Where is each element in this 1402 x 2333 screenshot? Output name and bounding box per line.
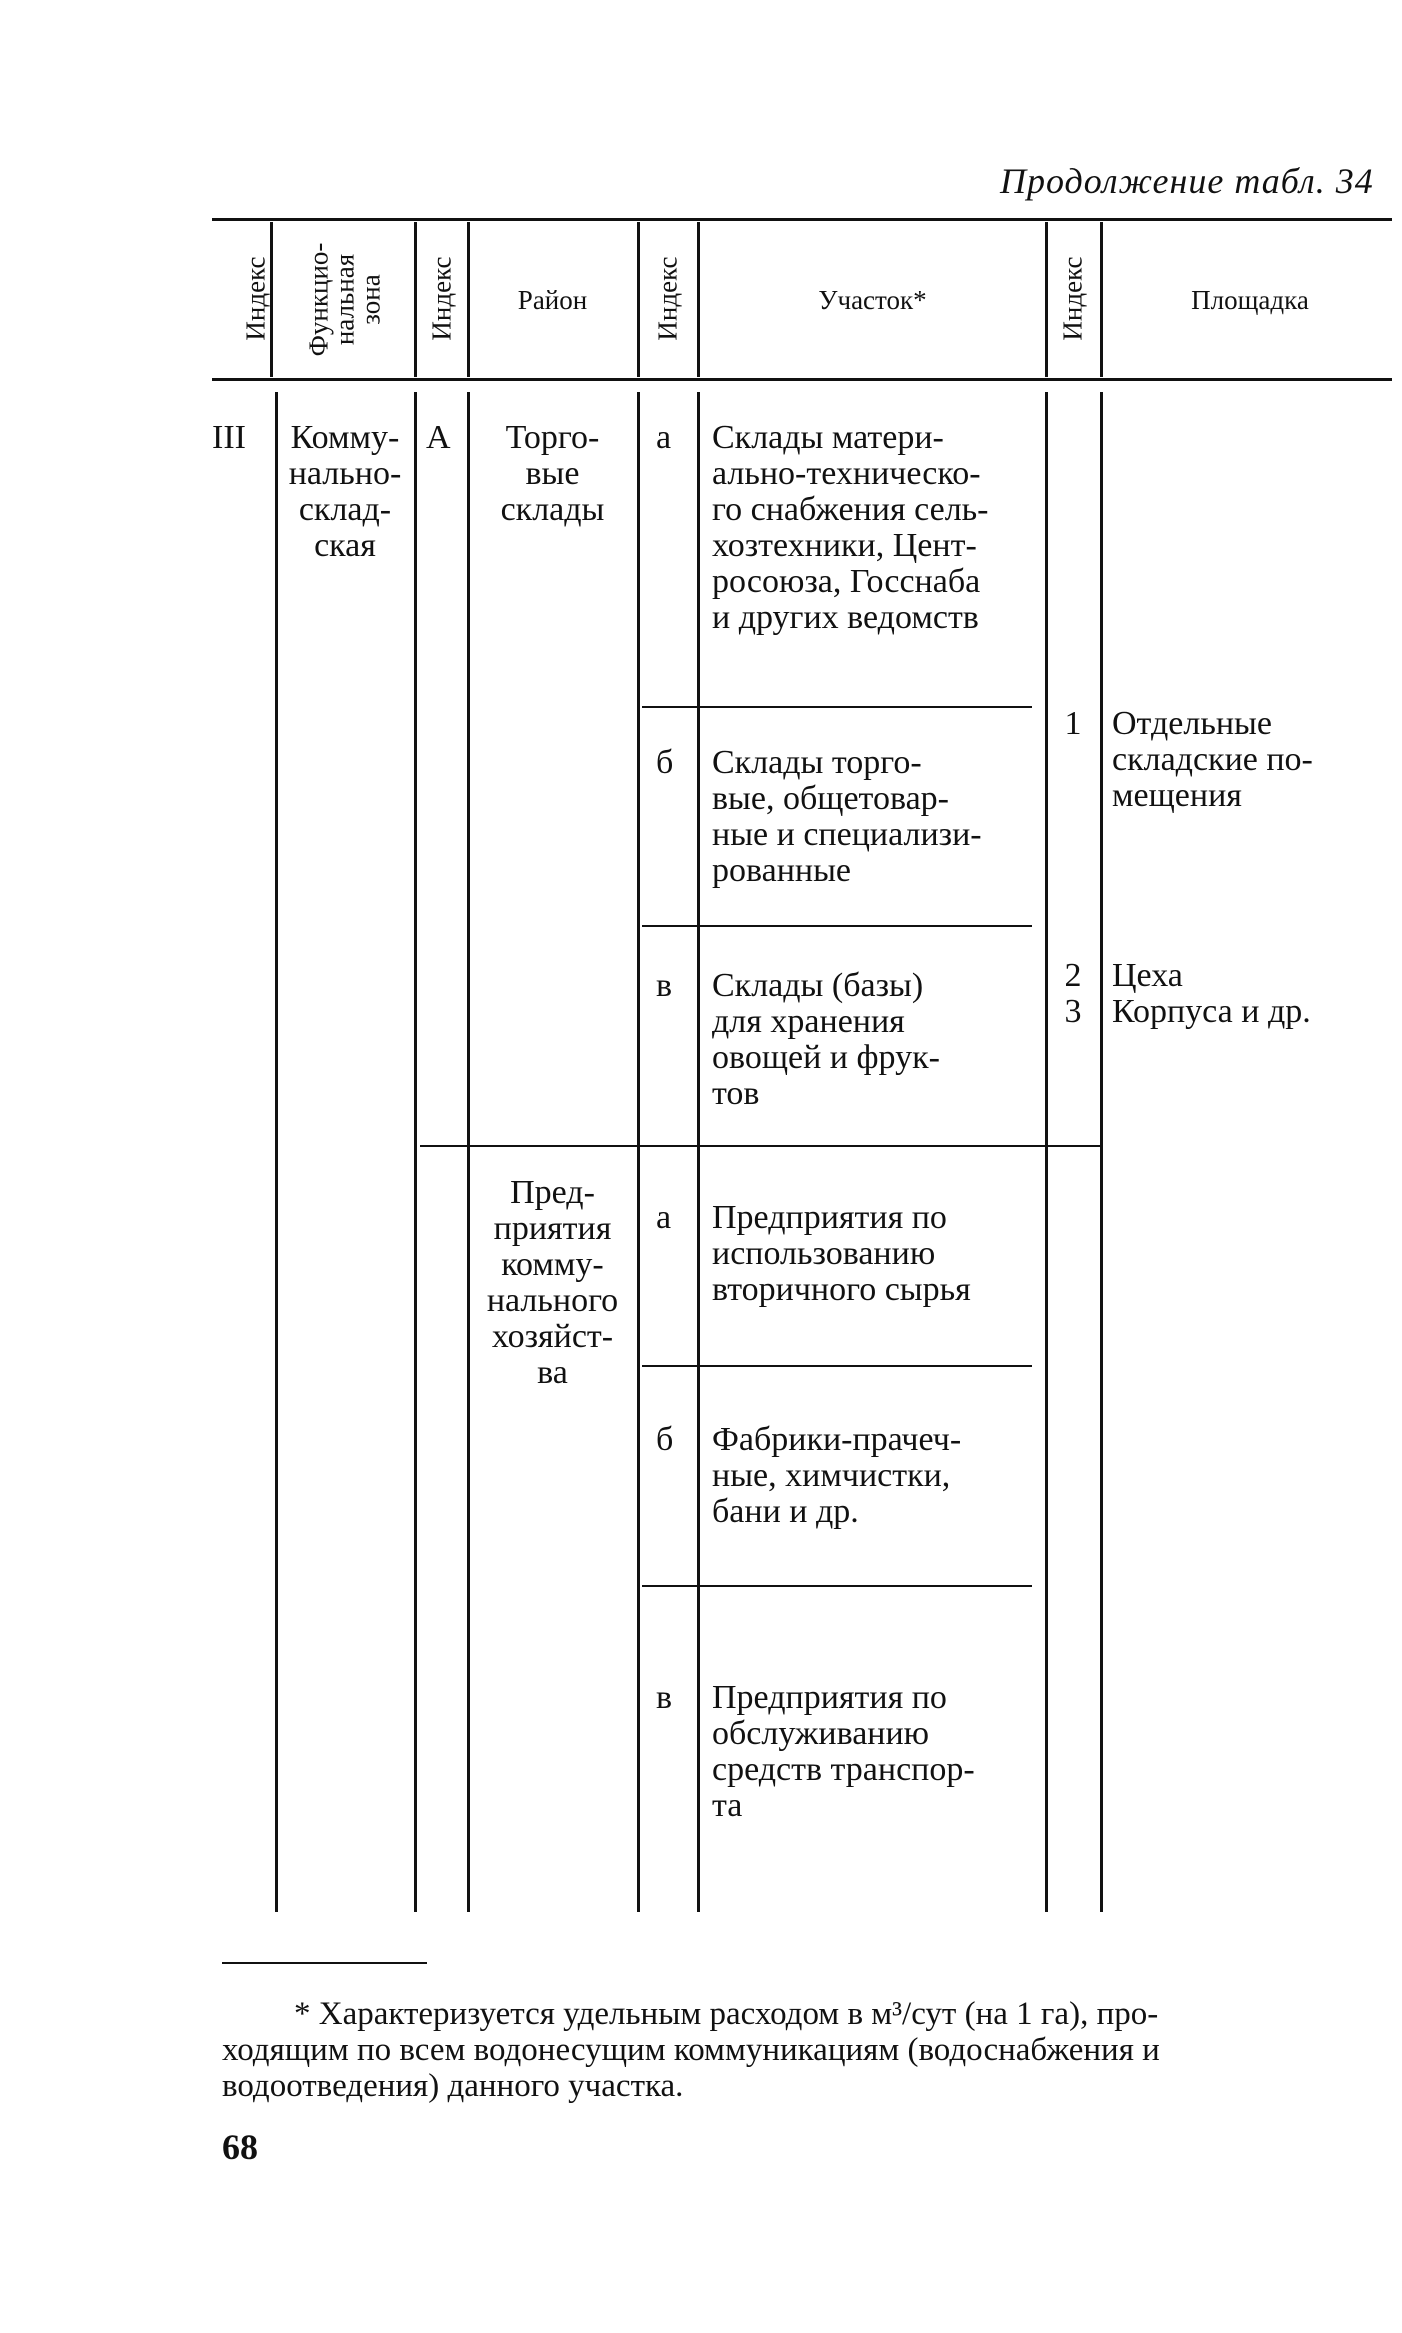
header-divider (1100, 222, 1103, 377)
section-index: а (656, 419, 672, 456)
row-separator (642, 706, 1032, 708)
row-separator (642, 925, 1032, 927)
body-divider (467, 392, 470, 1912)
section-line: хозтехники, Цент- (712, 527, 977, 564)
site-line: складские по- (1112, 741, 1313, 778)
district-name-line: вые (525, 455, 580, 492)
body-divider (414, 392, 417, 1912)
section-line: ально-техническо- (712, 455, 981, 492)
body-divider (275, 392, 278, 1912)
row-separator (642, 1365, 1032, 1367)
section-line: Склады торго- (712, 744, 922, 781)
district-index: А (426, 419, 451, 456)
section-line: ные и специализи- (712, 816, 982, 853)
site-line: мещения (1112, 777, 1242, 814)
section-line: вторичного сырья (712, 1271, 971, 1308)
footnote (222, 1996, 1390, 2104)
section-line: для хранения (712, 1003, 905, 1040)
row-separator (420, 1145, 1100, 1147)
section-index: а (656, 1199, 672, 1236)
section-line: тов (712, 1075, 760, 1112)
section-index: б (656, 744, 674, 781)
header-index-4: Индекс (1057, 256, 1088, 341)
header-district: Район (517, 285, 588, 315)
site-text: Корпуса и др. (1112, 993, 1311, 1030)
section-line: го снабжения сель- (712, 491, 989, 528)
header-section: Участок* (818, 285, 927, 315)
section-line: Предприятия по (712, 1679, 947, 1716)
header-index-3: Индекс (652, 256, 683, 341)
header-zone-line-3: зона (355, 274, 386, 325)
district-name-line: нального (486, 1282, 619, 1319)
section-line: вые, общетовар- (712, 780, 949, 817)
header-index-1: Индекс (240, 256, 271, 341)
header-index-2: Индекс (426, 256, 457, 341)
footnote-line: водоотведения) данного участка. (222, 2068, 684, 2104)
section-line: та (712, 1787, 743, 1824)
section-line: Фабрики-прачеч- (712, 1421, 962, 1458)
district-name-line: хозяйст- (491, 1318, 614, 1355)
zone-name-line: нально- (288, 455, 402, 492)
footnote-line: * Характеризуется удельным расходом в м³/сут (на 1 га), про- (294, 1996, 1159, 2032)
header-divider (1045, 222, 1048, 377)
site-index: 3 (1064, 993, 1082, 1030)
header-zone-line-2: нальная (329, 253, 360, 346)
district-name-line: склады (500, 491, 605, 528)
site-index: 1 (1064, 705, 1082, 742)
district-name-line: комму- (501, 1246, 604, 1283)
site-text (1112, 706, 1390, 814)
table-caption: Продолжение табл. 34 (1000, 161, 1374, 201)
section-line: рованные (712, 852, 852, 889)
district-name-line: Пред- (510, 1174, 595, 1211)
section-line: Предприятия по (712, 1199, 947, 1236)
header-divider (637, 222, 640, 377)
section-line: Склады матери- (712, 419, 944, 456)
district-name (470, 420, 635, 528)
district-name-line: ва (537, 1354, 568, 1391)
district-name (470, 1175, 635, 1391)
footnote-rule (222, 1962, 427, 1964)
section-text (712, 1680, 1030, 1824)
body-divider (637, 392, 640, 1912)
body-divider (1045, 392, 1048, 1912)
section-index: в (656, 1679, 673, 1716)
header-site: Площадка (1191, 285, 1309, 315)
section-index: б (656, 1421, 674, 1458)
table-top-rule (212, 218, 1392, 221)
row-separator (642, 1585, 1032, 1587)
footnote-line: ходящим по всем водонесущим коммуникациям (водоснабжения и (222, 2032, 1160, 2068)
header-divider (414, 222, 417, 377)
section-line: средств транспор- (712, 1751, 975, 1788)
section-line: использованию (712, 1235, 936, 1272)
header-zone (285, 222, 405, 377)
district-name-line: приятия (493, 1210, 612, 1247)
section-line: бани и др. (712, 1493, 859, 1530)
header-bottom-rule (212, 378, 1392, 381)
section-line: обслуживанию (712, 1715, 930, 1752)
section-text (712, 420, 1030, 636)
site-line: Отдельные (1112, 705, 1272, 742)
zone-index: III (212, 419, 246, 456)
section-line: и других ведомств (712, 599, 979, 636)
district-name-line: Торго- (505, 419, 600, 456)
body-divider (697, 392, 700, 1912)
section-text (712, 745, 1030, 889)
zone-name-line: Комму- (290, 419, 400, 456)
section-text (712, 968, 1030, 1112)
section-text (712, 1200, 1030, 1308)
section-line: ные, химчистки, (712, 1457, 951, 1494)
section-line: росоюза, Госснаба (712, 563, 981, 600)
site-text: Цеха (1112, 957, 1183, 994)
section-index: в (656, 967, 673, 1004)
zone-name-line: склад- (298, 491, 392, 528)
site-index: 2 (1064, 957, 1082, 994)
zone-name (278, 420, 412, 564)
body-divider (1100, 392, 1103, 1912)
page-number: 68 (222, 2127, 258, 2167)
header-zone-line-1: Функцио- (303, 242, 334, 357)
section-line: Склады (базы) (712, 967, 924, 1004)
section-text (712, 1422, 1030, 1530)
zone-name-line: ская (314, 527, 376, 564)
section-line: овощей и фрук- (712, 1039, 940, 1076)
